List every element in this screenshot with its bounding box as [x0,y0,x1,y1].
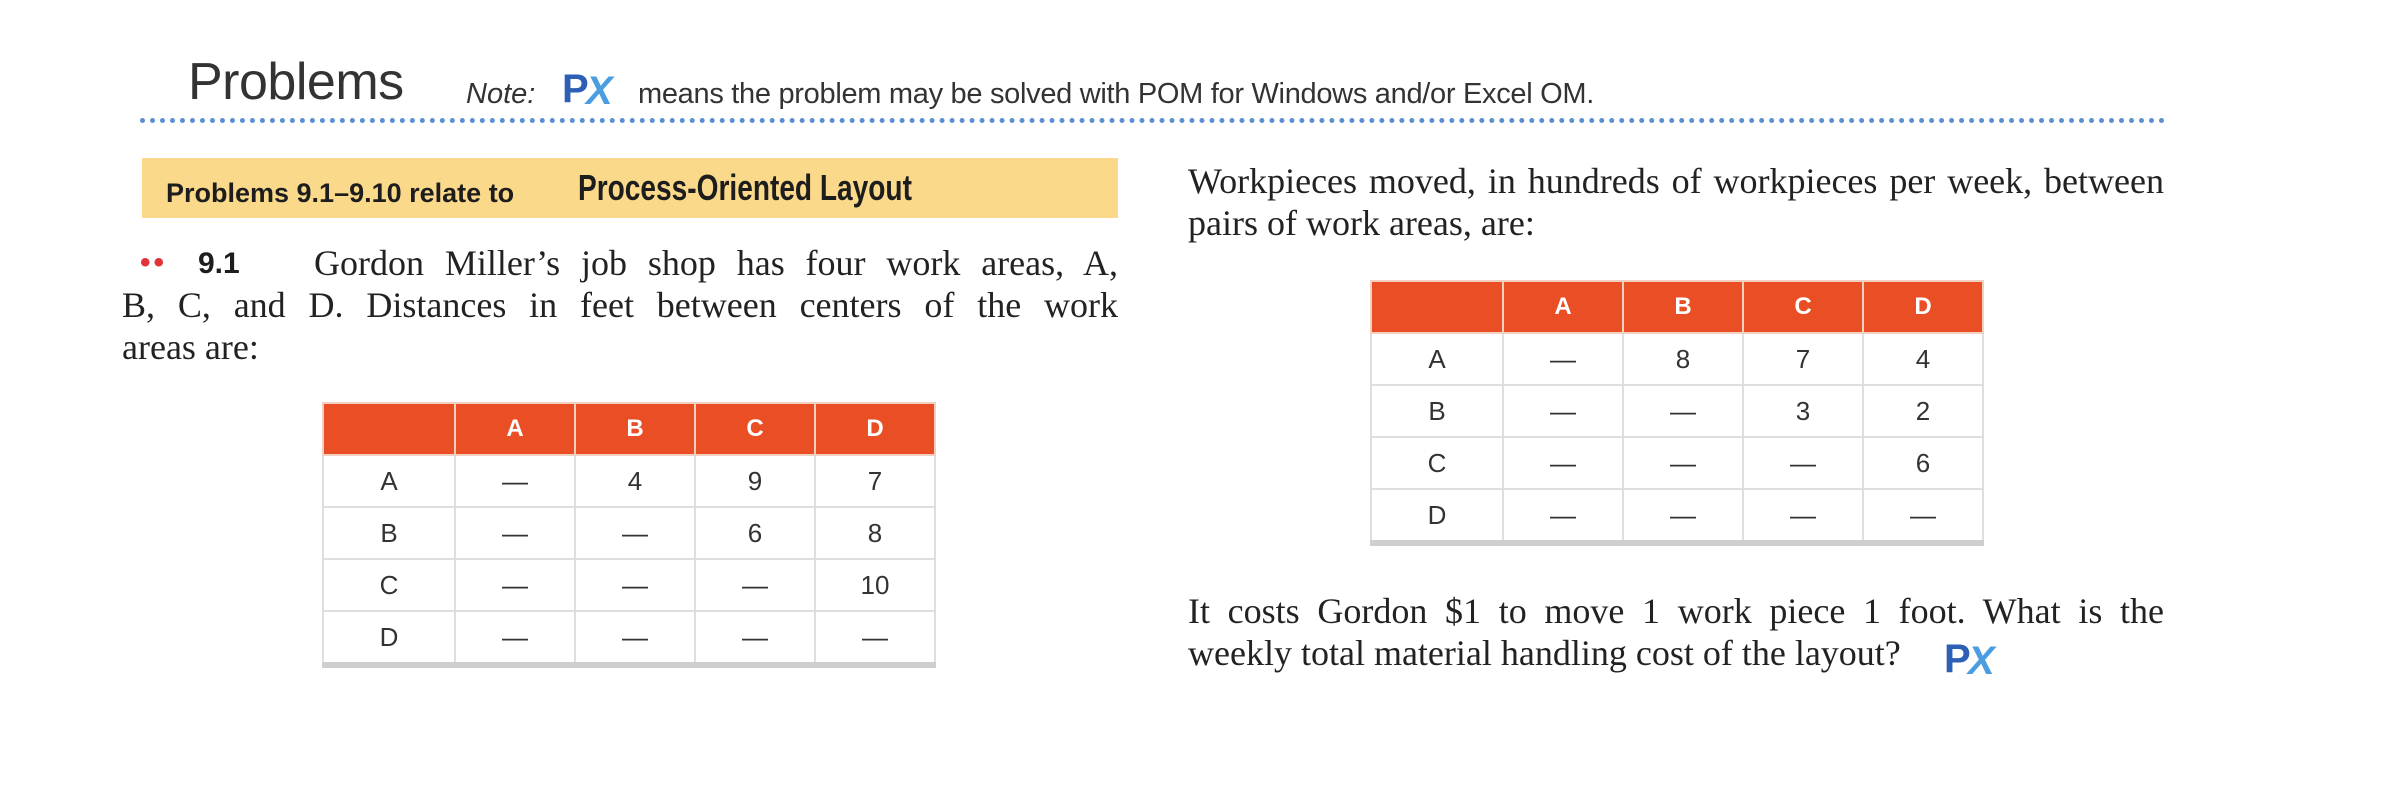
header-divider [140,118,2166,123]
table-row [323,507,935,559]
table-cell: — [1503,385,1623,437]
column-header: B [1623,281,1743,333]
flow-intro-line-1: Workpieces moved, in hundreds of workpieces per week, between [1188,161,2164,201]
page-title: Problems [188,53,404,111]
difficulty-dots: •• [140,246,168,279]
column-header: C [1743,281,1863,333]
row-label: A [1371,333,1503,385]
table-header-row [323,403,935,455]
table-row [323,455,935,507]
table-cell: 3 [1743,385,1863,437]
table-corner-cell [1371,281,1503,333]
banner-lead-text: Problems 9.1–9.10 relate to [166,178,515,208]
problem-number: 9.1 [198,247,240,280]
table-cell: 9 [695,455,815,507]
row-label: D [323,611,455,665]
problem-text-line-3: areas are: [122,327,259,367]
flow-intro-line-2: pairs of work areas, are: [1188,203,1535,243]
question-line-2: weekly total material handling cost of the layout? [1188,633,1901,673]
table-cell: — [1623,489,1743,543]
row-label: A [323,455,455,507]
column-header: A [1503,281,1623,333]
table-cell: — [455,611,575,665]
table-row [323,559,935,611]
problem-text-line-2: B, C, and D. Distances in feet between centers of the work [122,285,1118,325]
table-corner-cell [323,403,455,455]
table-cell: — [575,611,695,665]
svg-text:P: P [562,68,589,108]
note-text: means the problem may be solved with POM for Windows and/or Excel OM. [638,78,1595,110]
table-cell: 6 [695,507,815,559]
table-cell: 6 [1863,437,1983,489]
table-cell: — [695,559,815,611]
table-cell: 4 [1863,333,1983,385]
distance-table [322,402,936,668]
table-cell: — [815,611,935,665]
table-cell: 4 [575,455,695,507]
table-cell: — [1503,333,1623,385]
table-cell: — [575,507,695,559]
table-cell: — [1503,489,1623,543]
table-cell: — [1863,489,1983,543]
svg-text:X: X [586,69,613,108]
column-header: B [575,403,695,455]
table-cell: 8 [1623,333,1743,385]
table-cell: — [1743,437,1863,489]
table-row [1371,333,1983,385]
table-cell: — [1623,437,1743,489]
table-cell: — [455,507,575,559]
table-cell: — [455,455,575,507]
table-cell: — [1503,437,1623,489]
table-cell: — [455,559,575,611]
banner-topic-text: Process-Oriented Layout [578,167,912,208]
column-header: D [1863,281,1983,333]
row-label: B [1371,385,1503,437]
table-row [1371,437,1983,489]
table-cell: — [1623,385,1743,437]
question-line-1: It costs Gordon $1 to move 1 work piece 1 foot. What is the [1188,591,2164,631]
row-label: D [1371,489,1503,543]
table-row [1371,489,1983,543]
table-cell: 7 [815,455,935,507]
row-label: B [323,507,455,559]
svg-text:X: X [1968,639,1995,678]
row-label: C [1371,437,1503,489]
table-cell: 2 [1863,385,1983,437]
table-cell: — [695,611,815,665]
table-header-row [1371,281,1983,333]
flow-table [1370,280,1984,546]
column-header: C [695,403,815,455]
table-cell: 8 [815,507,935,559]
problem-text-line-1: Gordon Miller’s job shop has four work areas, A, [314,243,1118,283]
px-software-icon [1944,638,2010,683]
table-cell: 7 [1743,333,1863,385]
table-row [1371,385,1983,437]
px-software-icon [562,68,628,113]
table-cell: — [1743,489,1863,543]
row-label: C [323,559,455,611]
table-cell: — [575,559,695,611]
svg-text:P: P [1944,638,1971,678]
column-header: D [815,403,935,455]
column-header: A [455,403,575,455]
note-label: Note: [466,78,536,110]
table-cell: 10 [815,559,935,611]
table-row [323,611,935,665]
